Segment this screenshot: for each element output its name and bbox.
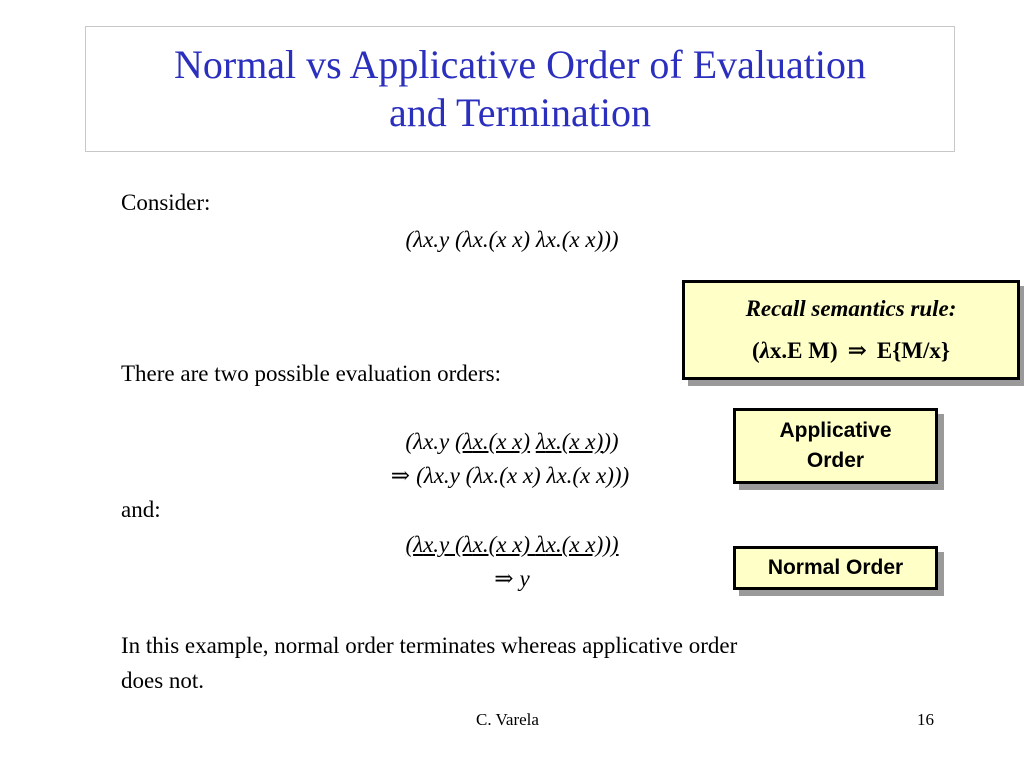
expr-part: x.(x x) [472,227,536,252]
applicative-order-box [733,408,938,484]
main-expression [362,226,662,254]
expr-open: ( [405,227,414,252]
conclusion-line-1: In this example, normal order terminates whereas applicative order [121,633,738,658]
lambda-symbol: λ [423,463,434,488]
two-orders-label: There are two possible evaluation orders: [121,361,502,386]
lambda-symbol: λ [462,429,473,454]
expr-close: )) [603,429,619,454]
recall-semantics-box [682,280,1020,380]
expr-part: x.(x x))) [556,463,630,488]
lambda-symbol: λ [759,338,770,363]
consider-label: Consider: [121,190,211,215]
expr-part: x.(x x) [545,429,604,454]
rule-rhs: E{M/x} [876,338,950,363]
applicative-expression-2 [340,462,680,490]
implies-arrow-icon: ⇒ [390,463,411,488]
expr-open: ( [405,532,414,557]
lambda-symbol: λ [413,429,424,454]
normal-expression-2 [462,565,562,593]
expr-part: x.(x x))) [545,227,619,252]
lambda-symbol: λ [535,429,546,454]
conclusion-line-2: does not. [121,668,205,693]
expr-open: ( [405,429,414,454]
lambda-symbol: λ [413,532,424,557]
expr-open: ( [416,463,424,488]
applicative-box-line-1: Applicative [779,419,892,442]
normal-box-label: Normal Order [767,556,904,579]
expr-result: y [519,566,530,591]
expr-part: x.(x x))) [545,532,619,557]
slide-title-line-1: Normal vs Applicative Order of Evaluation [173,42,867,87]
applicative-expression-1 [362,428,662,456]
lambda-symbol: λ [535,227,546,252]
lambda-symbol: λ [473,463,484,488]
expr-part: x.(x x) [483,463,547,488]
expr-part: x.y ( [433,463,474,488]
rule-lhs: x.E M) [769,338,838,363]
applicative-box-line-2: Order [806,449,865,472]
lambda-symbol: λ [413,227,424,252]
implies-arrow-icon: ⇒ [494,566,514,591]
footer-page-number: 16 [917,710,934,729]
recall-box-title: Recall semantics rule: [745,296,957,321]
footer-author: C. Varela [476,710,539,729]
lambda-symbol: λ [462,227,473,252]
expr-part: x.(x x) [472,532,536,557]
lambda-symbol: λ [535,532,546,557]
expr-part: x.y ( [423,532,463,557]
and-label: and: [121,497,161,522]
lambda-symbol: λ [462,532,473,557]
title-box [85,26,955,152]
implies-arrow-icon: ⇒ [847,338,867,363]
normal-expression-1 [362,531,662,559]
slide-title-line-2: and Termination [389,90,651,135]
expr-part: x.y ( [423,227,463,252]
lambda-symbol: λ [546,463,557,488]
expr-part: x.y ( [423,429,463,454]
normal-order-box [733,546,938,590]
recall-box-rule [752,336,950,366]
rule-open: ( [752,338,760,363]
expr-part: x.(x x) [472,429,531,454]
